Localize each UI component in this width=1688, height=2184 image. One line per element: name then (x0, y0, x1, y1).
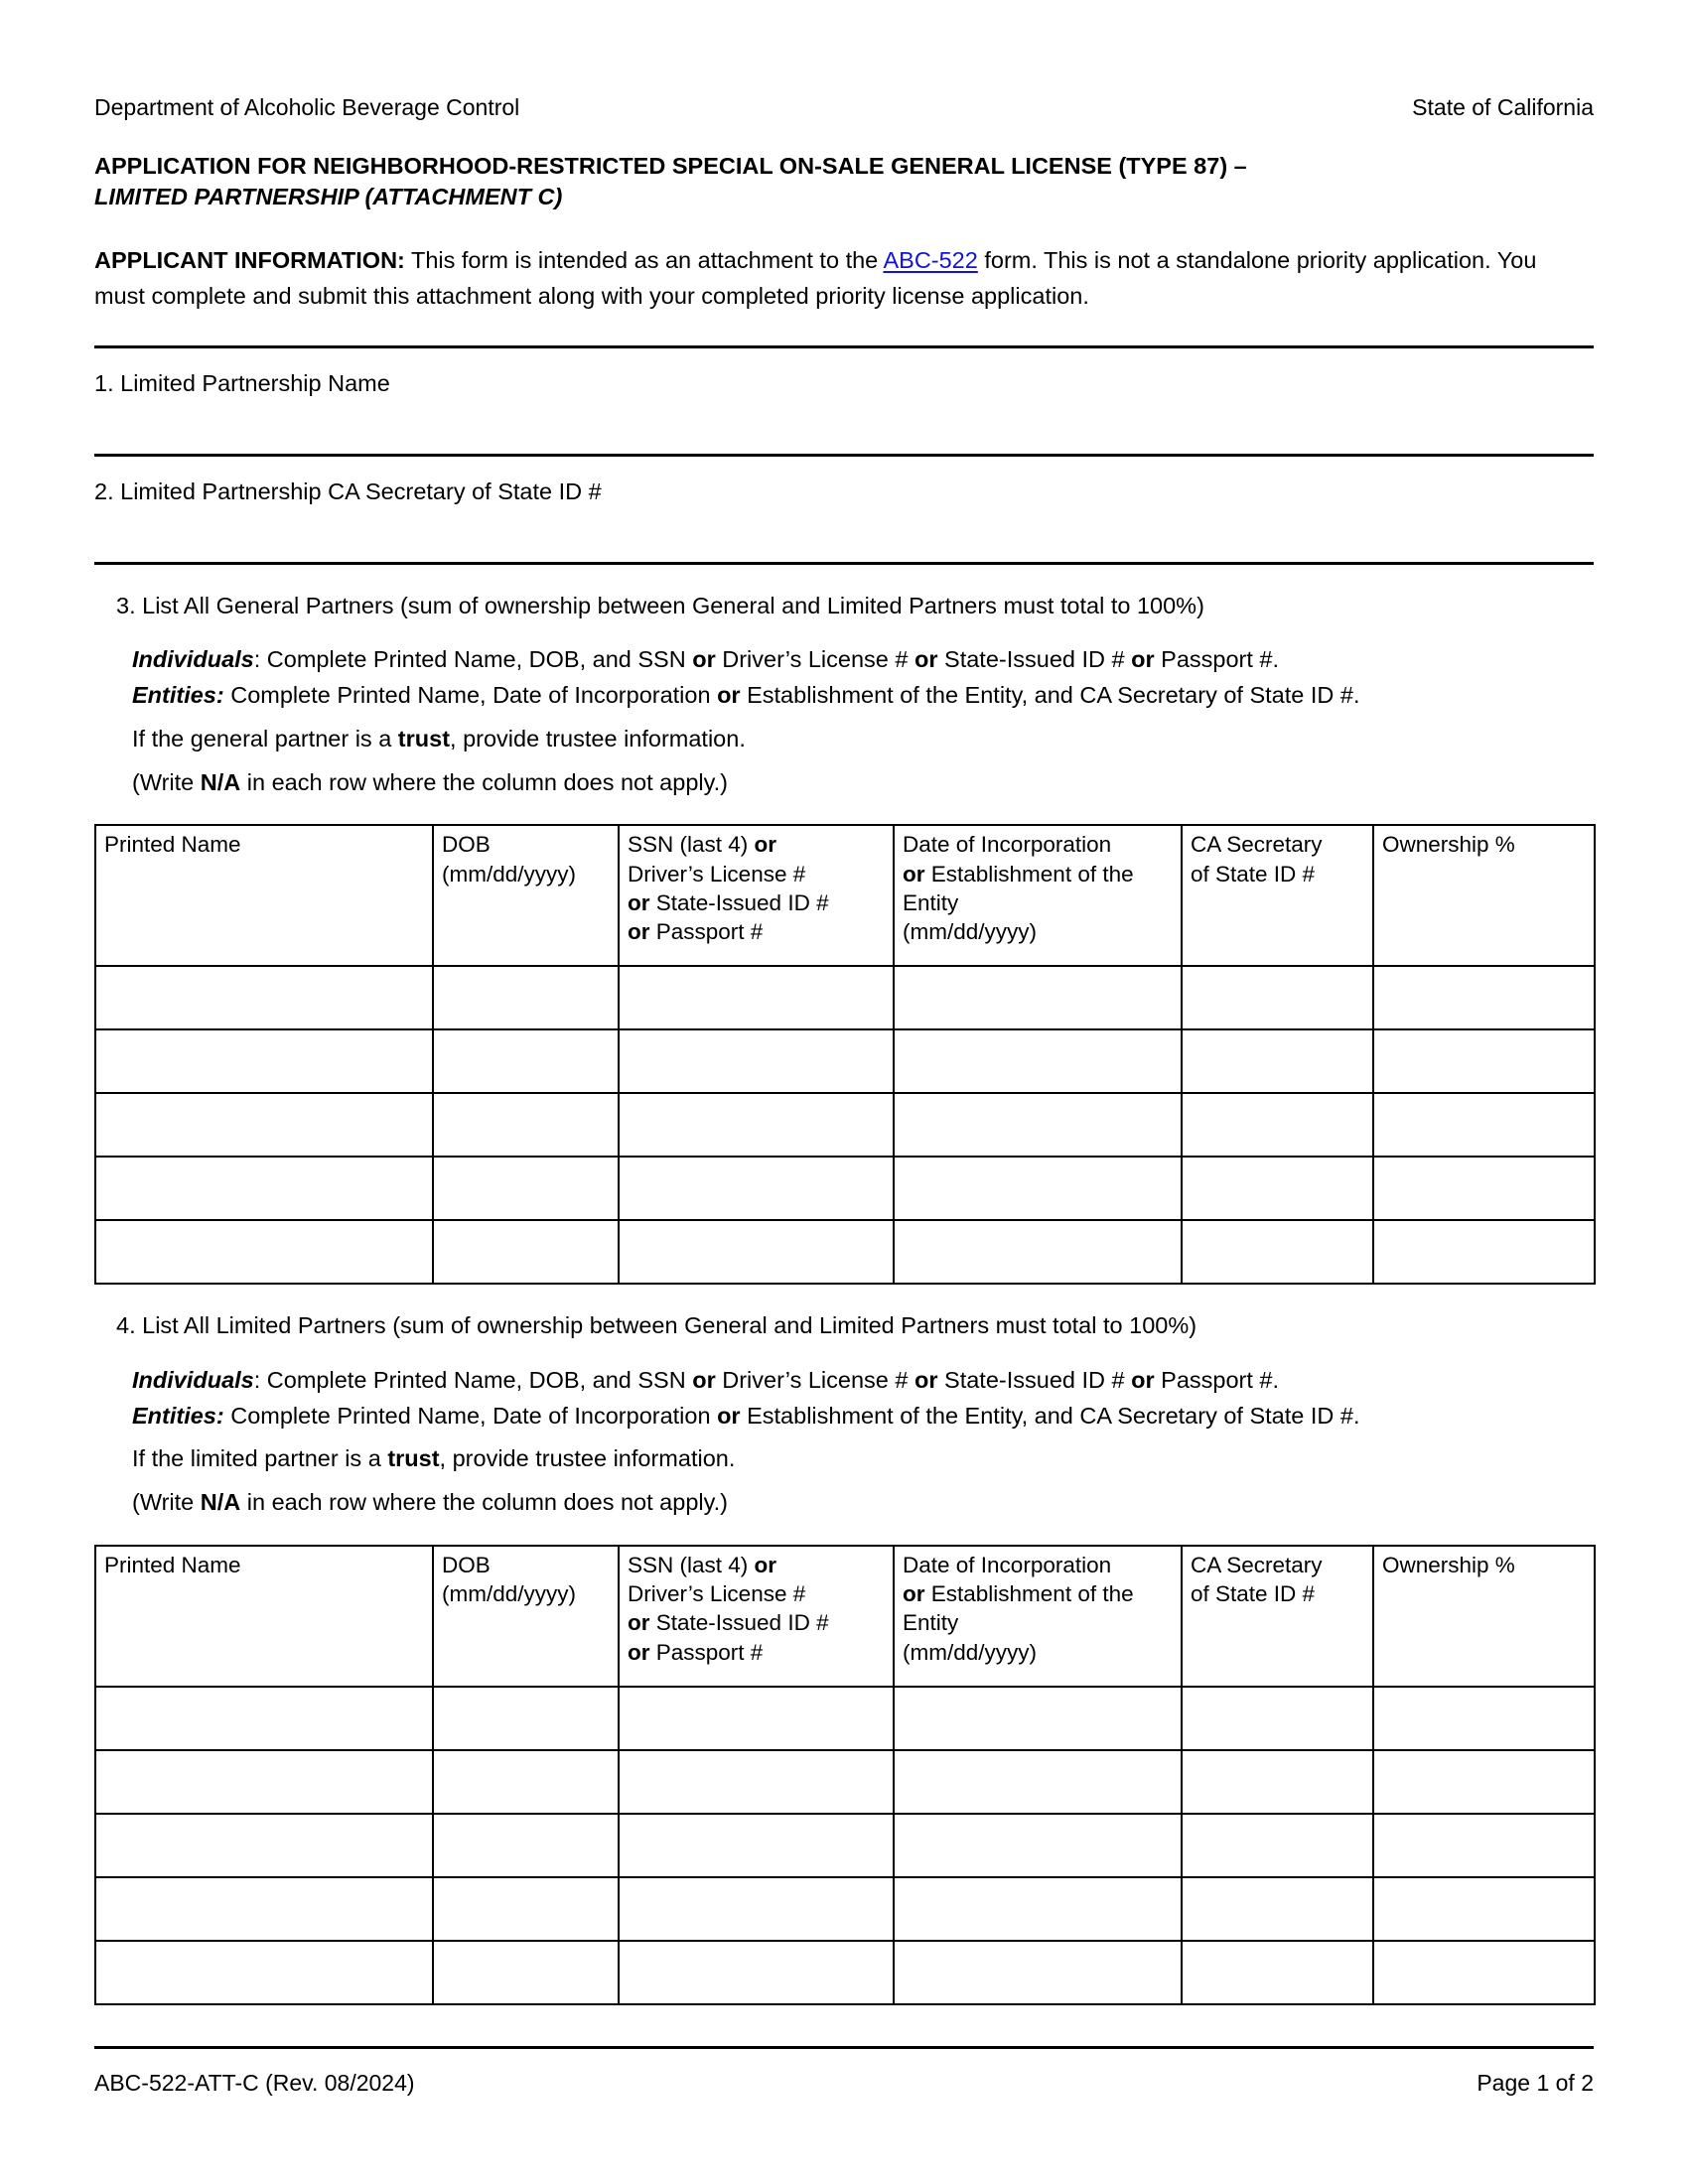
table-row (95, 1941, 1595, 2004)
section-4-na-line (132, 1485, 1594, 1521)
field-1-limited-partnership-name[interactable] (94, 348, 1594, 397)
individuals-text-4: Passport #. (1154, 646, 1280, 673)
table-cell-input[interactable] (95, 1750, 433, 1814)
entities-text-2: Establishment of the Entity, and CA Secretary of State ID #. (740, 682, 1360, 709)
table-cell-input[interactable] (95, 1220, 433, 1284)
trust-keyword: trust (387, 1445, 440, 1472)
table-row (95, 1877, 1595, 1941)
table-row (95, 1750, 1595, 1814)
table-row (95, 1093, 1595, 1157)
individuals-text-2: Driver’s License # (715, 646, 914, 673)
section-4-heading: 4. List All Limited Partners (sum of ownership between General and Limited Partners must total to 100%) (116, 1312, 1197, 1339)
individuals-text-3: State-Issued ID # (937, 646, 1132, 673)
table-cell-input[interactable] (433, 1093, 619, 1157)
individuals-or-2: or (914, 1366, 938, 1393)
table-cell-input[interactable] (1373, 1750, 1595, 1814)
agency-name: Department of Alcoholic Beverage Control (94, 94, 520, 120)
table-cell-input[interactable] (619, 966, 894, 1029)
table-cell-input[interactable] (894, 1220, 1182, 1284)
table-cell-input[interactable] (1373, 1687, 1595, 1750)
table-cell-input[interactable] (433, 966, 619, 1029)
section-4-individuals-line (132, 1363, 1594, 1399)
individuals-text-2: Driver’s License # (715, 1366, 914, 1393)
na-keyword: N/A (200, 768, 241, 795)
table-cell-input[interactable] (894, 1750, 1182, 1814)
section-limited-partners (94, 1310, 1594, 2004)
section-3-heading: 3. List All General Partners (sum of ownership between General and Limited Partners must total to 100%) (116, 592, 1204, 618)
na-text-before: (Write (132, 768, 201, 795)
table-cell-input[interactable] (1373, 1814, 1595, 1877)
section-4-trust-line (132, 1441, 1594, 1477)
column-header-dob: DOB (mm/dd/yyyy) (433, 825, 619, 966)
table-cell-input[interactable] (619, 1029, 894, 1093)
section-4-entities-line (132, 1399, 1594, 1434)
entities-label: Entities: (132, 682, 224, 709)
applicant-information-text-before-link: This form is intended as an attachment to the (404, 247, 884, 274)
table-cell-input[interactable] (95, 1687, 433, 1750)
column-header-ssn-id: SSN (last 4) or Driver’s License # or State-Issued ID # or Passport # (619, 825, 894, 966)
table-cell-input[interactable] (1373, 1941, 1595, 2004)
trust-text-before: If the general partner is a (132, 725, 398, 751)
applicant-information-label: APPLICANT INFORMATION: (94, 247, 405, 274)
state-name: State of California (1412, 94, 1594, 120)
individuals-text-4: Passport #. (1154, 1366, 1280, 1393)
table-cell-input[interactable] (1373, 1877, 1595, 1941)
trust-text-after: , provide trustee information. (439, 1445, 736, 1472)
general-partners-table (94, 824, 1596, 1285)
applicant-information-paragraph (94, 243, 1554, 314)
table-cell-input[interactable] (894, 1941, 1182, 2004)
table-cell-input[interactable] (1373, 1157, 1595, 1220)
divider-rule-field-2 (94, 562, 1594, 565)
na-text-before: (Write (132, 1489, 201, 1516)
trust-keyword: trust (397, 725, 451, 751)
table-cell-input[interactable] (95, 1029, 433, 1093)
divider-rule-footer (94, 2046, 1594, 2049)
na-keyword: N/A (200, 1489, 241, 1516)
table-cell-input[interactable] (1182, 1750, 1373, 1814)
table-row (95, 1220, 1595, 1284)
table-cell-input[interactable] (433, 1687, 619, 1750)
entities-text-1: Complete Printed Name, Date of Incorporation (223, 682, 718, 709)
individuals-or-2: or (914, 646, 938, 673)
individuals-text-3: State-Issued ID # (937, 1366, 1132, 1393)
section-3-individuals-line (132, 642, 1594, 678)
column-header-ownership-percent: Ownership % (1373, 825, 1595, 966)
table-cell-input[interactable] (894, 1687, 1182, 1750)
table-cell-input[interactable] (619, 1220, 894, 1284)
section-3-entities-line (132, 678, 1594, 714)
table-cell-input[interactable] (619, 1877, 894, 1941)
abc-522-link[interactable]: ABC-522 (883, 247, 978, 274)
applicant-information-text-after-link: form. This is not a standalone priority application. You must complete and submit this attachment along with your completed priority license application. (94, 247, 1537, 309)
page-title-line2: LIMITED PARTNERSHIP (ATTACHMENT C) (94, 183, 563, 209)
table-cell-input[interactable] (1373, 966, 1595, 1029)
table-cell-input[interactable] (95, 1941, 433, 2004)
column-header-printed-name: Printed Name (95, 825, 433, 966)
column-header-dob: DOB (mm/dd/yyyy) (433, 1546, 619, 1687)
general-partners-table-body (95, 966, 1595, 1284)
table-cell-input[interactable] (1182, 966, 1373, 1029)
table-cell-input[interactable] (95, 966, 433, 1029)
column-header-printed-name: Printed Name (95, 1546, 433, 1687)
table-row (95, 1814, 1595, 1877)
table-cell-input[interactable] (433, 1029, 619, 1093)
table-cell-input[interactable] (619, 1814, 894, 1877)
document-header (94, 0, 1594, 122)
table-cell-input[interactable] (433, 1220, 619, 1284)
entities-text-1: Complete Printed Name, Date of Incorporation (223, 1402, 718, 1429)
column-header-date-of-incorporation: Date of Incorporation or Establishment of the Entity (mm/dd/yyyy) (894, 1546, 1182, 1687)
table-cell-input[interactable] (95, 1157, 433, 1220)
column-header-ownership-percent: Ownership % (1373, 1546, 1595, 1687)
section-3-instructions (132, 642, 1594, 800)
table-cell-input[interactable] (433, 1877, 619, 1941)
section-4-instructions (132, 1363, 1594, 1521)
individuals-or-3: or (1131, 646, 1155, 673)
individuals-or-1: or (692, 646, 716, 673)
table-cell-input[interactable] (433, 1814, 619, 1877)
table-cell-input[interactable] (95, 1093, 433, 1157)
individuals-or-3: or (1131, 1366, 1155, 1393)
table-header-row (95, 1546, 1595, 1687)
individuals-text-1: : Complete Printed Name, DOB, and SSN (253, 1366, 693, 1393)
section-3-na-line (132, 765, 1594, 801)
table-cell-input[interactable] (1182, 1941, 1373, 2004)
trust-text-after: , provide trustee information. (450, 725, 746, 751)
individuals-label: Individuals (132, 1366, 254, 1393)
table-cell-input[interactable] (433, 1157, 619, 1220)
table-cell-input[interactable] (894, 966, 1182, 1029)
table-cell-input[interactable] (1182, 1687, 1373, 1750)
table-cell-input[interactable] (894, 1877, 1182, 1941)
table-cell-input[interactable] (433, 1941, 619, 2004)
table-cell-input[interactable] (619, 1157, 894, 1220)
field-1-number: 1. (94, 369, 114, 396)
table-cell-input[interactable] (95, 1877, 433, 1941)
table-cell-input[interactable] (894, 1029, 1182, 1093)
individuals-label: Individuals (132, 646, 254, 673)
table-cell-input[interactable] (619, 1941, 894, 2004)
individuals-text-1: : Complete Printed Name, DOB, and SSN (253, 646, 693, 673)
table-cell-input[interactable] (433, 1750, 619, 1814)
table-cell-input[interactable] (1182, 1029, 1373, 1093)
page-title (94, 151, 1594, 213)
limited-partners-table (94, 1545, 1596, 2005)
field-2-number: 2. (94, 478, 114, 504)
na-text-after: in each row where the column does not apply.) (240, 1489, 728, 1516)
table-cell-input[interactable] (894, 1814, 1182, 1877)
table-cell-input[interactable] (1373, 1029, 1595, 1093)
column-header-ssn-id: SSN (last 4) or Driver’s License # or State-Issued ID # or Passport # (619, 1546, 894, 1687)
column-header-ca-sos-id: CA Secretary of State ID # (1182, 1546, 1373, 1687)
table-row (95, 1029, 1595, 1093)
na-text-after: in each row where the column does not apply.) (240, 768, 728, 795)
document-footer (94, 2046, 1594, 2097)
table-cell-input[interactable] (1182, 1814, 1373, 1877)
field-1-label: Limited Partnership Name (120, 369, 390, 396)
table-cell-input[interactable] (1182, 1093, 1373, 1157)
entities-or: or (717, 682, 741, 709)
table-cell-input[interactable] (1373, 1220, 1595, 1284)
table-cell-input[interactable] (894, 1157, 1182, 1220)
page-title-line1: APPLICATION FOR NEIGHBORHOOD-RESTRICTED SPECIAL ON-SALE GENERAL LICENSE (TYPE 87) – (94, 152, 1247, 179)
page-number: Page 1 of 2 (1477, 2070, 1594, 2096)
column-header-ca-sos-id: CA Secretary of State ID # (1182, 825, 1373, 966)
column-header-date-of-incorporation: Date of Incorporation or Establishment of the Entity (mm/dd/yyyy) (894, 825, 1182, 966)
table-cell-input[interactable] (95, 1814, 433, 1877)
field-2-label: Limited Partnership CA Secretary of State ID # (120, 478, 602, 504)
table-cell-input[interactable] (619, 1687, 894, 1750)
table-cell-input[interactable] (1373, 1093, 1595, 1157)
table-cell-input[interactable] (894, 1093, 1182, 1157)
trust-text-before: If the limited partner is a (132, 1445, 388, 1472)
limited-partners-table-body (95, 1687, 1595, 2004)
table-cell-input[interactable] (1182, 1157, 1373, 1220)
field-2-sos-id[interactable] (94, 457, 1594, 505)
entities-or: or (717, 1402, 741, 1429)
form-id: ABC-522-ATT-C (Rev. 08/2024) (94, 2070, 415, 2096)
individuals-or-1: or (692, 1366, 716, 1393)
section-general-partners (94, 591, 1594, 1285)
table-row (95, 966, 1595, 1029)
table-cell-input[interactable] (619, 1093, 894, 1157)
entities-label: Entities: (132, 1402, 224, 1429)
table-cell-input[interactable] (1182, 1220, 1373, 1284)
table-header-row (95, 825, 1595, 966)
table-cell-input[interactable] (619, 1750, 894, 1814)
table-row (95, 1687, 1595, 1750)
section-3-trust-line (132, 722, 1594, 757)
entities-text-2: Establishment of the Entity, and CA Secretary of State ID #. (740, 1402, 1360, 1429)
table-row (95, 1157, 1595, 1220)
table-cell-input[interactable] (1182, 1877, 1373, 1941)
